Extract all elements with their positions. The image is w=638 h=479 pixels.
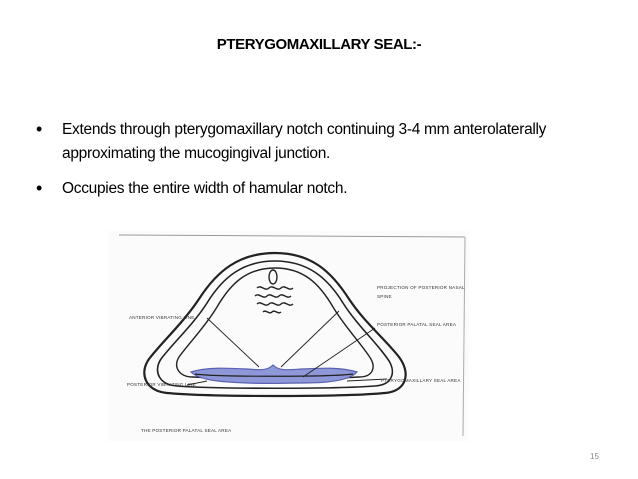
palate-diagram-svg <box>107 231 469 441</box>
label-posterior-vibrating-line: POSTERIOR VIBRATING LINE <box>127 382 197 387</box>
label-pterygomaxillary-seal-area: PTERYGOMAXILLARY SEAL AREA <box>381 378 461 383</box>
bullet-item <box>36 177 606 201</box>
palate-diagram <box>107 231 469 441</box>
bullet-dot-icon: • <box>36 178 43 198</box>
inner-palate <box>177 268 373 379</box>
bullet-text: Extends through pterygomaxillary notch continuing 3-4 mm anterolaterally approximating the mucogingival junction. <box>62 121 547 162</box>
frame-right <box>463 237 465 436</box>
label-posterior-palatal-seal-area: POSTERIOR PALATAL SEAL AREA <box>377 322 457 327</box>
bullet-dot-icon: • <box>36 119 43 139</box>
incisive-papilla <box>269 270 277 284</box>
posterior-palatal-seal-area <box>191 365 357 383</box>
slide-title: PTERYGOMAXILLARY SEAL:- <box>216 36 422 53</box>
bullet-text: Occupies the entire width of hamular notch. <box>62 180 348 197</box>
figure-caption: THE POSTERIOR PALATAL SEAL AREA <box>141 428 232 433</box>
palatal-rugae <box>255 287 293 313</box>
label-anterior-vibrating-line: ANTERIOR VIBRATING LINE <box>129 315 195 320</box>
frame-top <box>119 235 465 237</box>
page-number: 15 <box>590 452 599 461</box>
label-projection-nasal-spine: PROJECTION OF POSTERIOR NASAL <box>377 285 465 290</box>
bullet-list <box>36 118 606 212</box>
bullet-item <box>36 118 606 166</box>
label-projection-nasal-spine-2: SPINE <box>377 294 392 299</box>
